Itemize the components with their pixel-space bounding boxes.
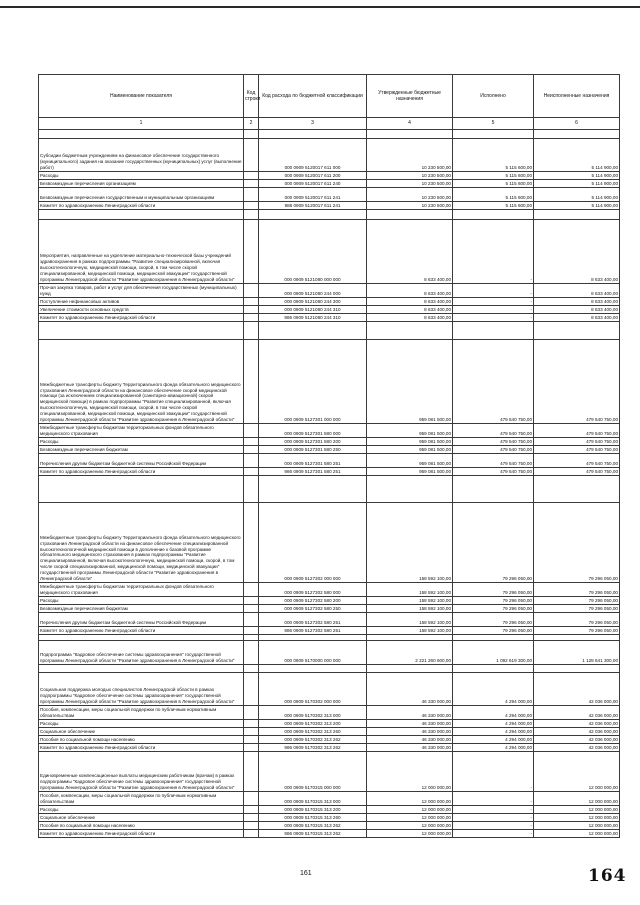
header-approved: Утвержденные бюджетные назначения [367,75,453,118]
table-cell-name: Мероприятия, направленные на укрепление материально-технической базы учреждений здравоохранения в рамках подпрограммы "Развитие специализированной, включая высокотехнологичную, медицинской помощи, скорой, в том числе скорой специализированной, медицинской помощи, медицинской эвакуации" государственной программы Ленинградской области "Развитие здравоохранения в Ленинградской области" [39,220,244,284]
table-cell-line-code [244,673,259,706]
table-cell-unexecuted: 479 540 750,00 [534,340,620,424]
table-cell-line-code [244,613,259,627]
table-cell-name: Межбюджетные трансферты бюджетам территориальных фондов обязательного медицинского страхования [39,583,244,597]
table-cell-line-code [244,438,259,446]
table-row [39,340,620,424]
table-cell-line-code [244,139,259,172]
column-number: 3 [259,118,367,130]
table-cell-budget-code: 000 0909 5127301 580 251 [259,454,367,468]
header-budget-code: Код расхода по бюджетной классификации [259,75,367,118]
table-cell-line-code [244,314,259,322]
table-row [39,706,620,720]
header-unexecuted: Неисполненные назначения [534,75,620,118]
table-cell-line-code [244,284,259,298]
table-cell-unexecuted: 12 000 000,00 [534,814,620,822]
header-executed: Исполнено [453,75,534,118]
table-cell-unexecuted: 8 633 400,00 [534,284,620,298]
table-cell-approved: 46 330 000,00 [367,673,453,706]
table-row [39,744,620,752]
table-cell-approved: 12 000 000,00 [367,752,453,792]
table-cell-budget-code: 000 0909 5127302 580 000 [259,583,367,597]
table-cell-name: Социальная поддержка молодых специалистов Ленинградской области в рамках подпрограммы "Кадровое обеспечение системы здравоохранения" государственной программы Ленинградской области "Развитие здравоохранения в Ленинградской области" [39,673,244,706]
table-cell-unexecuted: 42 036 000,00 [534,736,620,744]
table-cell-approved: 46 330 000,00 [367,706,453,720]
table-cell-executed: 479 540 750,00 [453,446,534,454]
table-cell-executed: - [453,314,534,322]
table-cell-executed: - [453,830,534,838]
table-cell-name: Безвозмездные перечисления бюджетам [39,446,244,454]
table-row [39,613,620,627]
table-cell-line-code [244,822,259,830]
table-row [39,284,620,298]
spacer-row [39,322,620,340]
spacer-cell [534,130,620,139]
table-row [39,438,620,446]
spacer-cell [534,476,620,503]
table-cell-budget-code: 000 0909 5121080 244 310 [259,306,367,314]
table-cell-unexecuted: 8 633 400,00 [534,298,620,306]
table-cell-unexecuted: 5 114 900,00 [534,180,620,188]
table-cell-executed: - [453,822,534,830]
table-cell-unexecuted: 79 296 050,00 [534,583,620,597]
table-cell-unexecuted: 479 540 750,00 [534,438,620,446]
table-cell-approved: 158 592 100,00 [367,613,453,627]
table-cell-line-code [244,627,259,635]
spacer-row [39,210,620,220]
table-cell-executed: 79 296 050,00 [453,627,534,635]
table-cell-unexecuted: 79 296 050,00 [534,605,620,613]
spacer-cell [534,322,620,340]
table-cell-name: Межбюджетные трансферты бюджету Территориального фонда обязательного медицинского страхования Ленинградской области на финансовое обеспечение скорой медицинской помощи (за исключением специализированной (санитарно-авиационной) скорой медицинской помощи) в рамках подпрограммы "Развитие специализированной, включая высокотехнологичную, медицинской помощи, скорой, в том числе скорой специализированной, медицинской помощи, медицинской эвакуации" государственной программы Ленинградской области "Развитие здравоохранения в Ленинградской области" [39,340,244,424]
table-cell-unexecuted: 79 296 050,00 [534,613,620,627]
table-cell-approved: 959 081 500,00 [367,468,453,476]
table-row [39,583,620,597]
table-cell-unexecuted: 42 036 000,00 [534,720,620,728]
table-cell-executed: 4 294 000,00 [453,706,534,720]
table-cell-budget-code: 000 0909 5127301 580 000 [259,424,367,438]
table-row [39,806,620,814]
table-cell-budget-code: 000 0909 5127302 580 251 [259,613,367,627]
table-cell-name: Расходы [39,438,244,446]
spacer-cell [244,665,259,673]
spacer-cell [259,476,367,503]
table-cell-executed: - [453,284,534,298]
table-row [39,792,620,806]
column-number: 4 [367,118,453,130]
spacer-cell [367,210,453,220]
table-cell-budget-code: 986 0909 5170302 313 262 [259,744,367,752]
table-cell-line-code [244,720,259,728]
table-cell-executed: - [453,752,534,792]
table-cell-unexecuted: 5 114 900,00 [534,172,620,180]
table-cell-budget-code: 986 0909 5127301 580 251 [259,468,367,476]
table-row [39,728,620,736]
table-cell-executed: 79 296 050,00 [453,597,534,605]
table-cell-approved: 959 081 500,00 [367,446,453,454]
table-row [39,188,620,202]
column-number-row [39,118,620,130]
table-cell-line-code [244,468,259,476]
table-cell-budget-code: 000 0909 5121080 244 300 [259,298,367,306]
column-number: 1 [39,118,244,130]
table-cell-approved: 46 330 000,00 [367,744,453,752]
table-cell-unexecuted: 42 036 000,00 [534,673,620,706]
table-cell-line-code [244,454,259,468]
spacer-cell [244,130,259,139]
table-cell-executed: 4 294 000,00 [453,736,534,744]
table-cell-line-code [244,424,259,438]
table-cell-budget-code: 000 0909 5170302 313 262 [259,736,367,744]
table-cell-approved: 8 633 400,00 [367,284,453,298]
table-cell-name: Комитет по здравоохранению Ленинградской области [39,627,244,635]
table-cell-executed: - [453,220,534,284]
table-cell-approved: 12 000 000,00 [367,814,453,822]
table-row [39,298,620,306]
spacer-cell [259,322,367,340]
table-cell-unexecuted: 12 000 000,00 [534,822,620,830]
table-cell-executed: 4 294 000,00 [453,673,534,706]
table-cell-unexecuted: 1 128 641 300,00 [534,641,620,665]
table-cell-budget-code: 000 0909 5170315 313 260 [259,814,367,822]
table-cell-executed: 79 296 050,00 [453,605,534,613]
table-cell-unexecuted: 79 296 050,00 [534,503,620,583]
table-row [39,314,620,322]
table-cell-line-code [244,792,259,806]
table-cell-approved: 10 230 500,00 [367,180,453,188]
table-cell-name: Комитет по здравоохранению Ленинградской области [39,468,244,476]
table-cell-approved: 158 592 100,00 [367,503,453,583]
table-cell-line-code [244,806,259,814]
spacer-cell [453,322,534,340]
table-cell-name: Перечисления другим бюджетам бюджетной системы Российской Федерации [39,454,244,468]
spacer-cell [244,210,259,220]
spacer-cell [367,476,453,503]
spacer-cell [534,210,620,220]
table-header-row [39,75,620,118]
table-cell-name: Расходы [39,806,244,814]
spacer-cell [244,322,259,340]
table-row [39,468,620,476]
table-cell-name: Межбюджетные трансферты бюджету Территориального фонда обязательного медицинского страхования Ленинградской области на финансовое обеспечение специализированной высокотехнологичной медицинской помощи в дополнение к базовой программе обязательного медицинского страхования в рамках подпрограммы "Развитие специализированной, включая высокотехнологичную, медицинской помощи, скорой, в том числе скорой специализированной, медицинской помощи, медицинской эвакуации" государственной программы Ленинградской области "Развитие здравоохранения в Ленинградской области" [39,503,244,583]
table-row [39,220,620,284]
table-cell-unexecuted: 8 633 400,00 [534,220,620,284]
table-cell-budget-code: 000 0909 5127301 580 200 [259,438,367,446]
table-cell-line-code [244,752,259,792]
table-cell-budget-code: 000 0909 5170302 000 000 [259,673,367,706]
spacer-cell [453,210,534,220]
table-cell-approved: 158 592 100,00 [367,627,453,635]
spacer-cell [534,665,620,673]
table-cell-executed: 479 540 750,00 [453,454,534,468]
spacer-cell [367,322,453,340]
table-cell-approved: 8 633 400,00 [367,220,453,284]
table-cell-name: Комитет по здравоохранению Ленинградской области [39,830,244,838]
table-cell-line-code [244,503,259,583]
table-cell-line-code [244,306,259,314]
table-cell-executed: 5 115 600,00 [453,172,534,180]
table-cell-approved: 158 592 100,00 [367,605,453,613]
table-cell-budget-code: 000 0909 5170315 000 000 [259,752,367,792]
header-line-code: Код строки [244,75,259,118]
table-cell-name: Единовременные компенсационные выплаты медицинским работникам (врачам) в рамках подпрограммы "Кадровое обеспечение системы здравоохранения" государственной программы Ленинградской области "Развитие здравоохранения в Ленинградской области" [39,752,244,792]
table-cell-unexecuted: 479 540 750,00 [534,446,620,454]
table-cell-approved: 12 000 000,00 [367,822,453,830]
table-cell-executed: 79 296 050,00 [453,583,534,597]
table-cell-unexecuted: 8 633 400,00 [534,314,620,322]
table-row [39,814,620,822]
spacer-cell [259,210,367,220]
spacer-cell [259,130,367,139]
table-cell-name: Пособия, компенсации, меры социальной поддержки по публичным нормативным обязательствам [39,706,244,720]
table-cell-approved: 12 000 000,00 [367,806,453,814]
table-cell-executed: - [453,306,534,314]
table-cell-line-code [244,605,259,613]
table-cell-unexecuted: 79 296 050,00 [534,627,620,635]
table-cell-approved: 959 081 500,00 [367,454,453,468]
table-cell-approved: 10 230 500,00 [367,202,453,210]
table-cell-budget-code: 000 0909 5120017 611 241 [259,188,367,202]
table-cell-approved: 158 592 100,00 [367,583,453,597]
spacer-cell [39,210,244,220]
table-row [39,605,620,613]
table-cell-line-code [244,736,259,744]
report-table-body [39,75,620,838]
table-cell-executed: 5 115 600,00 [453,188,534,202]
table-cell-budget-code: 986 0909 5170315 313 262 [259,830,367,838]
table-cell-executed: - [453,298,534,306]
table-cell-unexecuted: 42 036 000,00 [534,706,620,720]
table-row [39,597,620,605]
table-cell-budget-code: 000 0909 5127302 000 000 [259,503,367,583]
table-cell-line-code [244,220,259,284]
table-cell-budget-code: 000 0909 5170315 313 262 [259,822,367,830]
table-cell-approved: 959 081 500,00 [367,424,453,438]
table-cell-executed: 479 540 750,00 [453,424,534,438]
table-row [39,446,620,454]
table-row [39,830,620,838]
table-cell-unexecuted: 5 114 900,00 [534,188,620,202]
table-cell-approved: 46 330 000,00 [367,736,453,744]
table-cell-approved: 12 000 000,00 [367,830,453,838]
table-cell-executed: - [453,792,534,806]
table-cell-unexecuted: 479 540 750,00 [534,424,620,438]
table-cell-line-code [244,446,259,454]
table-row [39,172,620,180]
table-cell-budget-code: 000 0909 5170302 313 000 [259,706,367,720]
table-cell-name: Комитет по здравоохранению Ленинградской области [39,202,244,210]
spacer-row [39,476,620,503]
table-cell-executed: 479 540 750,00 [453,340,534,424]
table-row [39,752,620,792]
table-cell-name: Пособия по социальной помощи населению [39,822,244,830]
table-cell-executed: 79 296 050,00 [453,613,534,627]
table-cell-name: Межбюджетные трансферты бюджетам территориальных фондов обязательного медицинского страхования [39,424,244,438]
budget-report-table [38,74,620,838]
table-cell-executed: 4 294 000,00 [453,728,534,736]
table-cell-executed: 1 092 619 300,00 [453,641,534,665]
table-cell-budget-code: 000 0909 5127301 580 250 [259,446,367,454]
table-cell-approved: 959 081 500,00 [367,340,453,424]
table-cell-name: Субсидии бюджетным учреждениям на финансовое обеспечение государственного (муниципального) задания на оказание государственных (муниципальных) услуг (выполнение работ) [39,139,244,172]
spacer-cell [367,665,453,673]
table-cell-name: Расходы [39,597,244,605]
handwritten-page-number: 164 [588,866,627,886]
table-cell-executed: 479 540 750,00 [453,438,534,446]
table-cell-line-code [244,706,259,720]
table-row [39,822,620,830]
table-row [39,424,620,438]
table-cell-unexecuted: 8 633 400,00 [534,306,620,314]
table-cell-line-code [244,597,259,605]
table-cell-name: Социальное обеспечение [39,814,244,822]
table-cell-line-code [244,814,259,822]
table-cell-line-code [244,180,259,188]
table-cell-name: Расходы [39,172,244,180]
table-cell-line-code [244,728,259,736]
table-cell-approved: 12 000 000,00 [367,792,453,806]
table-cell-name: Пособия, компенсации, меры социальной поддержки по публичным нормативным обязательствам [39,792,244,806]
table-cell-approved: 8 633 400,00 [367,298,453,306]
table-cell-line-code [244,830,259,838]
column-number: 6 [534,118,620,130]
table-row [39,454,620,468]
table-cell-unexecuted: 79 296 050,00 [534,597,620,605]
table-cell-approved: 10 230 500,00 [367,188,453,202]
table-cell-line-code [244,188,259,202]
column-number: 5 [453,118,534,130]
table-cell-name: Комитет по здравоохранению Ленинградской области [39,744,244,752]
table-cell-line-code [244,298,259,306]
table-cell-unexecuted: 12 000 000,00 [534,752,620,792]
table-row [39,641,620,665]
table-cell-budget-code: 986 0909 5127302 580 251 [259,627,367,635]
table-cell-approved: 8 633 400,00 [367,314,453,322]
table-cell-name: Увеличение стоимости основных средств [39,306,244,314]
table-cell-approved: 959 081 500,00 [367,438,453,446]
spacer-cell [453,665,534,673]
table-cell-executed: 479 540 750,00 [453,468,534,476]
table-cell-budget-code: 000 0909 5120017 611 240 [259,180,367,188]
table-row [39,673,620,706]
table-cell-executed: - [453,806,534,814]
table-cell-name: Комитет по здравоохранению Ленинградской области [39,314,244,322]
table-cell-budget-code: 000 0909 5170315 313 200 [259,806,367,814]
table-cell-approved: 46 330 000,00 [367,728,453,736]
table-cell-budget-code: 000 0909 5127302 580 250 [259,605,367,613]
table-row [39,306,620,314]
table-row [39,180,620,188]
table-cell-executed: 5 115 600,00 [453,202,534,210]
table-cell-name: Прочая закупка товаров, работ и услуг для обеспечения государственных (муниципальных) нужд [39,284,244,298]
table-cell-name: Поступление нефинансовых активов [39,298,244,306]
table-cell-line-code [244,340,259,424]
table-cell-line-code [244,641,259,665]
table-cell-budget-code: 986 0909 5120017 611 241 [259,202,367,210]
top-border-line [0,6,640,8]
table-cell-approved: 46 330 000,00 [367,720,453,728]
spacer-cell [39,665,244,673]
table-cell-name: Пособия по социальной помощи населению [39,736,244,744]
table-cell-name: Безвозмездные перечисления организациям [39,180,244,188]
table-cell-name: Подпрограмма "Кадровое обеспечение системы здравоохранения" государственной программы Ленинградской области "Развитие здравоохранения в Ленинградской области" [39,641,244,665]
table-cell-unexecuted: 479 540 750,00 [534,468,620,476]
table-cell-budget-code: 000 0909 5170315 313 000 [259,792,367,806]
table-cell-executed: - [453,814,534,822]
page-number: 161 [300,870,312,877]
table-cell-unexecuted: 5 114 900,00 [534,139,620,172]
table-row [39,720,620,728]
header-name: Наименование показателя [39,75,244,118]
table-cell-approved: 10 230 500,00 [367,172,453,180]
spacer-cell [453,476,534,503]
table-cell-budget-code: 986 0909 5121080 244 310 [259,314,367,322]
spacer-cell [39,476,244,503]
spacer-cell [39,322,244,340]
table-cell-name: Безвозмездные перечисления бюджетам [39,605,244,613]
table-row [39,139,620,172]
table-cell-approved: 8 633 400,00 [367,306,453,314]
table-cell-line-code [244,583,259,597]
spacer-cell [453,130,534,139]
table-cell-budget-code: 000 0909 5121080 000 000 [259,220,367,284]
table-cell-line-code [244,202,259,210]
table-cell-line-code [244,172,259,180]
table-row [39,736,620,744]
table-cell-budget-code: 000 0909 5121080 244 000 [259,284,367,298]
table-cell-unexecuted: 12 000 000,00 [534,830,620,838]
table-cell-name: Расходы [39,720,244,728]
table-cell-executed: 4 294 000,00 [453,720,534,728]
table-cell-budget-code: 000 0909 5170000 000 000 [259,641,367,665]
table-row [39,202,620,210]
table-cell-line-code [244,744,259,752]
table-cell-approved: 158 592 100,00 [367,597,453,605]
table-cell-name: Социальное обеспечение [39,728,244,736]
table-cell-budget-code: 000 0909 5120017 611 000 [259,139,367,172]
spacer-cell [39,130,244,139]
spacer-cell [259,665,367,673]
spacer-row [39,665,620,673]
table-cell-executed: 5 115 600,00 [453,180,534,188]
table-cell-unexecuted: 12 000 000,00 [534,792,620,806]
table-cell-executed: 79 296 050,00 [453,503,534,583]
table-row [39,627,620,635]
table-cell-name: Безвозмездные перечисления государственным и муниципальным организациям [39,188,244,202]
spacer-cell [244,476,259,503]
column-number: 2 [244,118,259,130]
table-row [39,503,620,583]
spacer-row [39,130,620,139]
table-cell-budget-code: 000 0909 5127301 000 000 [259,340,367,424]
table-cell-approved: 10 230 500,00 [367,139,453,172]
table-cell-budget-code: 000 0909 5170302 313 200 [259,720,367,728]
spacer-cell [367,130,453,139]
table-cell-unexecuted: 479 540 750,00 [534,454,620,468]
table-cell-budget-code: 000 0909 5120017 611 200 [259,172,367,180]
table-cell-name: Перечисления другим бюджетам бюджетной системы Российской Федерации [39,613,244,627]
table-cell-executed: 5 115 600,00 [453,139,534,172]
table-cell-budget-code: 000 0909 5170302 313 260 [259,728,367,736]
table-cell-unexecuted: 42 036 000,00 [534,728,620,736]
table-cell-unexecuted: 12 000 000,00 [534,806,620,814]
table-cell-unexecuted: 5 114 900,00 [534,202,620,210]
table-cell-executed: 4 294 000,00 [453,744,534,752]
table-cell-approved: 2 221 260 600,00 [367,641,453,665]
table-cell-unexecuted: 42 036 000,00 [534,744,620,752]
table-cell-budget-code: 000 0909 5127302 580 200 [259,597,367,605]
